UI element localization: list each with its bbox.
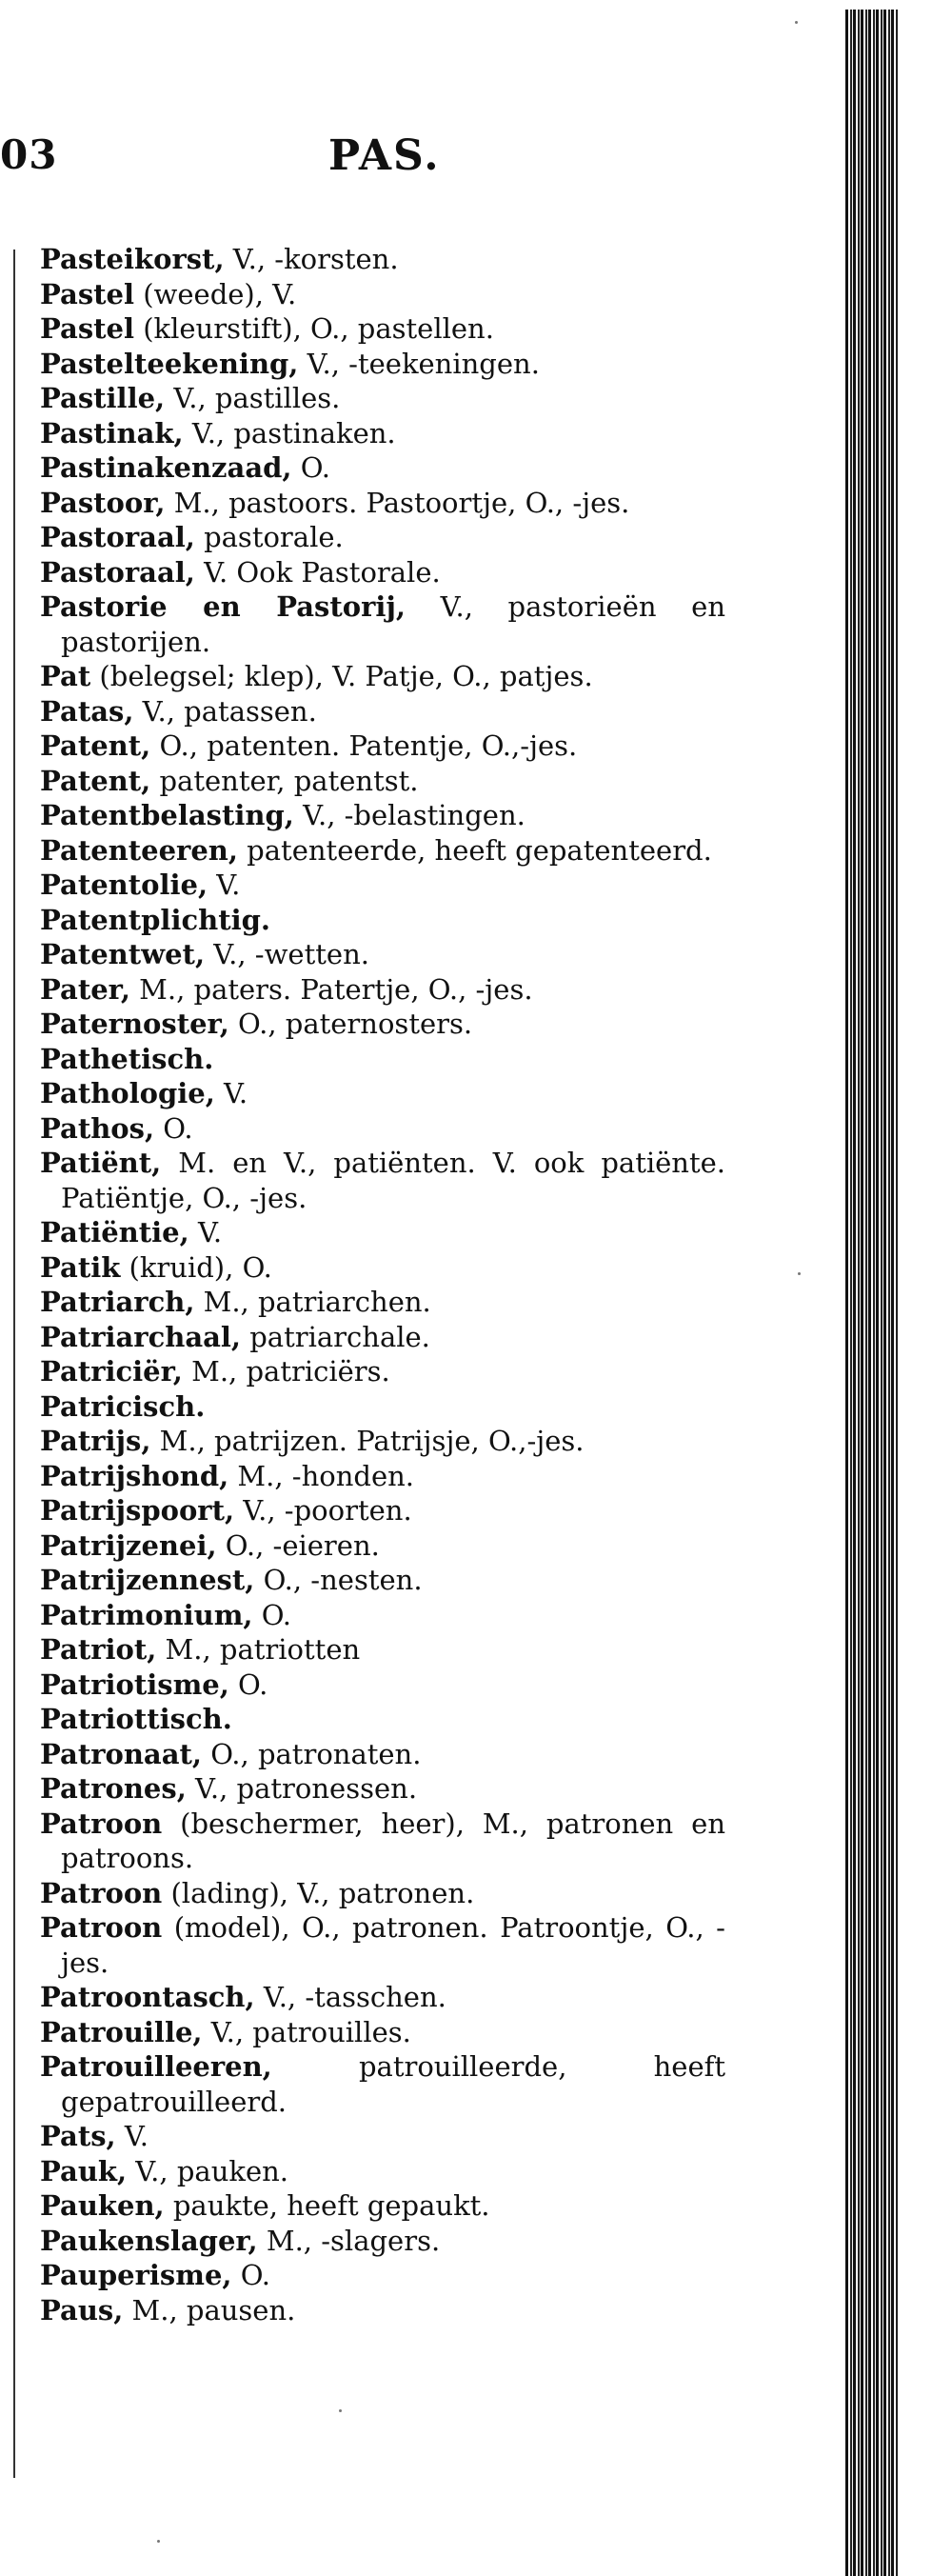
entry-headword: Paukenslager, bbox=[40, 2224, 258, 2257]
entry-definition: pastorale. bbox=[194, 521, 344, 553]
dictionary-entry bbox=[40, 1146, 725, 1215]
dictionary-entry bbox=[40, 1111, 725, 1147]
entry-definition: O. bbox=[228, 1667, 268, 1701]
dictionary-entry bbox=[40, 1598, 725, 1633]
dictionary-entry bbox=[40, 2119, 725, 2154]
dictionary-entry bbox=[40, 242, 725, 277]
dictionary-entry bbox=[40, 589, 725, 659]
entry-headword: Patrijs, bbox=[40, 1425, 151, 1457]
dictionary-entry bbox=[40, 2154, 725, 2189]
entry-definition: V., -poorten. bbox=[234, 1494, 412, 1527]
entry-headword: Pauperisme, bbox=[40, 2259, 232, 2291]
entry-definition: O., -nesten. bbox=[254, 1564, 423, 1596]
entry-headword: Pastoor, bbox=[40, 486, 166, 519]
entry-definition: V., patassen. bbox=[133, 694, 317, 728]
entry-headword: Pastoraal, bbox=[40, 521, 195, 553]
entry-headword: Patriciër, bbox=[40, 1355, 183, 1388]
entry-headword: Pathos, bbox=[40, 1111, 155, 1145]
running-head: PAS. bbox=[328, 131, 441, 180]
entry-definition: (model), O., patronen. Patroontje, O., -jes. bbox=[61, 1911, 725, 1979]
entry-definition: V., patrouilles. bbox=[202, 2015, 411, 2048]
entry-headword: Patentplichtig. bbox=[40, 903, 270, 936]
dictionary-entry bbox=[40, 1042, 725, 1077]
dictionary-entry bbox=[40, 694, 725, 729]
dictionary-entry bbox=[40, 416, 725, 451]
dictionary-entry bbox=[40, 2258, 725, 2293]
entry-definition: O., patenten. Patentje, O.,-jes. bbox=[150, 729, 578, 762]
dictionary-entry bbox=[40, 347, 725, 382]
entry-definition: V. bbox=[188, 1216, 223, 1248]
entry-definition: (kleurstift), O., pastellen. bbox=[134, 312, 494, 345]
entry-headword: Patroon bbox=[40, 1876, 163, 1909]
dictionary-entry bbox=[40, 1389, 725, 1425]
entry-headword: Patrijzenei, bbox=[40, 1528, 217, 1562]
entry-definition: M., patriotten bbox=[156, 1633, 361, 1666]
dictionary-entry bbox=[40, 277, 725, 312]
dictionary-entry bbox=[40, 2293, 725, 2328]
dictionary-entry bbox=[40, 450, 725, 486]
paper-speck bbox=[157, 2540, 160, 2543]
entry-definition: V. bbox=[115, 2120, 149, 2152]
entry-headword: Patricisch. bbox=[40, 1389, 206, 1423]
entry-headword: Patroontasch, bbox=[40, 1981, 255, 2013]
entry-headword: Patiënt, bbox=[40, 1147, 162, 1179]
dictionary-entry bbox=[40, 486, 725, 521]
entry-headword: Patrones, bbox=[40, 1772, 187, 1805]
entry-definition: M., -slagers. bbox=[257, 2224, 441, 2257]
entry-headword: Pater, bbox=[40, 972, 130, 1006]
dictionary-entry bbox=[40, 1876, 725, 1911]
entry-headword: Patenteeren, bbox=[40, 833, 238, 867]
dictionary-entry bbox=[40, 2188, 725, 2224]
entry-definition: patenteerde, heeft gepatenteerd. bbox=[237, 833, 712, 867]
entry-definition: O., patronaten. bbox=[202, 1737, 422, 1770]
entry-definition: (lading), V., patronen. bbox=[162, 1876, 475, 1909]
entry-headword: Pasteikorst, bbox=[40, 243, 225, 275]
entry-headword: Patroon bbox=[40, 1807, 163, 1840]
entry-definition: V., -belastingen. bbox=[293, 799, 525, 831]
entry-definition: M., paters. Patertje, O., -jes. bbox=[129, 972, 533, 1006]
entry-headword: Patrouille, bbox=[40, 2015, 203, 2048]
dictionary-entry bbox=[40, 1076, 725, 1111]
page-number: 03 bbox=[0, 131, 58, 178]
dictionary-entry bbox=[40, 1285, 725, 1320]
entry-headword: Patriarch, bbox=[40, 1286, 195, 1318]
dictionary-entry bbox=[40, 1493, 725, 1528]
entry-definition: O., -eieren. bbox=[216, 1528, 380, 1562]
entry-definition: V., patronessen. bbox=[186, 1772, 418, 1805]
dictionary-entry bbox=[40, 1737, 725, 1772]
entry-headword: Pats, bbox=[40, 2120, 116, 2152]
paper-speck bbox=[339, 2409, 342, 2412]
entry-headword: Patiëntie, bbox=[40, 1216, 189, 1248]
entry-headword: Patik bbox=[40, 1250, 121, 1284]
entry-definition: (belegsel; klep), V. Patje, O., patjes. bbox=[90, 660, 593, 692]
dictionary-entry bbox=[40, 1424, 725, 1459]
entry-headword: Pathologie, bbox=[40, 1077, 215, 1109]
dictionary-entry bbox=[40, 520, 725, 555]
dictionary-entry bbox=[40, 1459, 725, 1494]
entry-headword: Pat bbox=[40, 660, 91, 692]
entry-headword: Patrijspoort, bbox=[40, 1494, 235, 1527]
book-binding-edge bbox=[845, 10, 899, 2576]
entry-headword: Pastoraal, bbox=[40, 555, 195, 589]
entry-definition: (beschermer, heer), M., patronen en patroons. bbox=[61, 1807, 725, 1874]
entry-definition: V., -korsten. bbox=[224, 243, 399, 275]
dictionary-entry bbox=[40, 1632, 725, 1667]
dictionary-entries bbox=[40, 242, 725, 2327]
dictionary-entry bbox=[40, 2224, 725, 2259]
entry-definition: patenter, patentst. bbox=[150, 764, 419, 797]
dictionary-entry bbox=[40, 1910, 725, 1980]
paper-speck bbox=[798, 1272, 801, 1275]
entry-headword: Pathetisch. bbox=[40, 1042, 214, 1075]
entry-definition: V., pauken. bbox=[127, 2154, 289, 2187]
entry-headword: Patas, bbox=[40, 694, 134, 728]
entry-definition: V. bbox=[214, 1077, 248, 1109]
dictionary-entry bbox=[40, 659, 725, 694]
entry-definition: M., -honden. bbox=[228, 1459, 415, 1492]
dictionary-entry bbox=[40, 1702, 725, 1737]
entry-definition: V., -teekeningen. bbox=[298, 347, 540, 380]
entry-headword: Pastelteekening, bbox=[40, 347, 299, 380]
entry-headword: Pastille, bbox=[40, 382, 166, 414]
dictionary-entry bbox=[40, 1320, 725, 1355]
entry-definition: M., patriarchen. bbox=[194, 1286, 431, 1318]
entry-headword: Patriottisch. bbox=[40, 1703, 232, 1735]
dictionary-entry bbox=[40, 764, 725, 799]
entry-definition: O. bbox=[231, 2259, 271, 2291]
entry-headword: Patentbelasting, bbox=[40, 799, 294, 831]
entry-definition: V., pastorieën en pastorijen. bbox=[61, 590, 726, 658]
entry-definition: V. Ook Pastorale. bbox=[194, 555, 441, 589]
entry-headword: Patrouilleeren, bbox=[40, 2050, 272, 2083]
paper-speck bbox=[795, 21, 798, 24]
entry-definition: paukte, heeft gepaukt. bbox=[164, 2189, 490, 2222]
entry-definition: O. bbox=[252, 1598, 292, 1631]
dictionary-entry bbox=[40, 833, 725, 869]
entry-definition: M., patriciërs. bbox=[182, 1355, 390, 1388]
dictionary-entry bbox=[40, 798, 725, 833]
dictionary-entry bbox=[40, 381, 725, 416]
entry-definition: O. bbox=[291, 451, 330, 484]
entry-definition: V., -tasschen. bbox=[254, 1981, 446, 2013]
dictionary-entry bbox=[40, 903, 725, 938]
entry-definition: (weede), V. bbox=[134, 277, 297, 310]
dictionary-entry bbox=[40, 1980, 725, 2015]
dictionary-entry bbox=[40, 2049, 725, 2119]
dictionary-entry bbox=[40, 2015, 725, 2050]
entry-headword: Paternoster, bbox=[40, 1008, 229, 1040]
dictionary-entry bbox=[40, 1528, 725, 1564]
entry-headword: Paus, bbox=[40, 2293, 124, 2326]
entry-definition: (kruid), O. bbox=[120, 1250, 272, 1284]
entry-headword: Pastel bbox=[40, 277, 135, 310]
dictionary-entry bbox=[40, 555, 725, 590]
entry-headword: Patentwet, bbox=[40, 938, 206, 970]
entry-definition: M., pastoors. Pastoortje, O., -jes. bbox=[165, 486, 630, 519]
entry-headword: Pauk, bbox=[40, 2154, 128, 2187]
entry-definition: M., patrijzen. Patrijsje, O.,-jes. bbox=[150, 1425, 585, 1457]
entry-definition: V., pastinaken. bbox=[183, 416, 396, 449]
entry-headword: Pastel bbox=[40, 312, 135, 345]
entry-definition: O. bbox=[154, 1111, 193, 1145]
entry-headword: Patent, bbox=[40, 729, 151, 762]
dictionary-entry bbox=[40, 1563, 725, 1598]
entry-headword: Patroon bbox=[40, 1911, 163, 1944]
entry-headword: Patriotisme, bbox=[40, 1667, 229, 1701]
entry-definition: V. bbox=[208, 869, 241, 901]
dictionary-entry bbox=[40, 937, 725, 972]
dictionary-entry bbox=[40, 1807, 725, 1876]
dictionary-entry bbox=[40, 1771, 725, 1807]
entry-headword: Patriot, bbox=[40, 1633, 157, 1666]
entry-headword: Patrijzennest, bbox=[40, 1564, 255, 1596]
entry-definition: O., paternosters. bbox=[228, 1008, 473, 1040]
dictionary-entry bbox=[40, 729, 725, 764]
entry-headword: Pastinakenzaad, bbox=[40, 451, 292, 484]
dictionary-entry bbox=[40, 1667, 725, 1703]
dictionary-entry bbox=[40, 972, 725, 1008]
entry-definition: patrouilleerde, heeft gepatrouilleerd. bbox=[61, 2050, 725, 2118]
entry-headword: Patrimonium, bbox=[40, 1598, 253, 1631]
entry-definition: patriarchale. bbox=[241, 1320, 430, 1353]
entry-headword: Patriarchaal, bbox=[40, 1320, 242, 1353]
column-rule bbox=[13, 250, 15, 2478]
dictionary-entry bbox=[40, 1354, 725, 1389]
dictionary-entry bbox=[40, 868, 725, 903]
entry-headword: Pastorie en Pastorij, bbox=[40, 590, 406, 623]
entry-headword: Patentolie, bbox=[40, 869, 208, 901]
entry-headword: Pastinak, bbox=[40, 416, 184, 449]
entry-headword: Patent, bbox=[40, 764, 151, 797]
dictionary-entry bbox=[40, 1215, 725, 1250]
entry-headword: Patronaat, bbox=[40, 1737, 202, 1770]
dictionary-entry bbox=[40, 1007, 725, 1042]
entry-headword: Patrijshond, bbox=[40, 1459, 229, 1492]
entry-definition: M. en V., patiënten. V. ook patiënte. Patiëntje, O., -jes. bbox=[61, 1147, 725, 1214]
entry-definition: V., pastilles. bbox=[165, 382, 341, 414]
entry-headword: Pauken, bbox=[40, 2189, 165, 2222]
dictionary-entry bbox=[40, 311, 725, 347]
entry-definition: M., pausen. bbox=[123, 2293, 296, 2326]
dictionary-entry bbox=[40, 1250, 725, 1286]
entry-definition: V., -wetten. bbox=[205, 938, 369, 970]
